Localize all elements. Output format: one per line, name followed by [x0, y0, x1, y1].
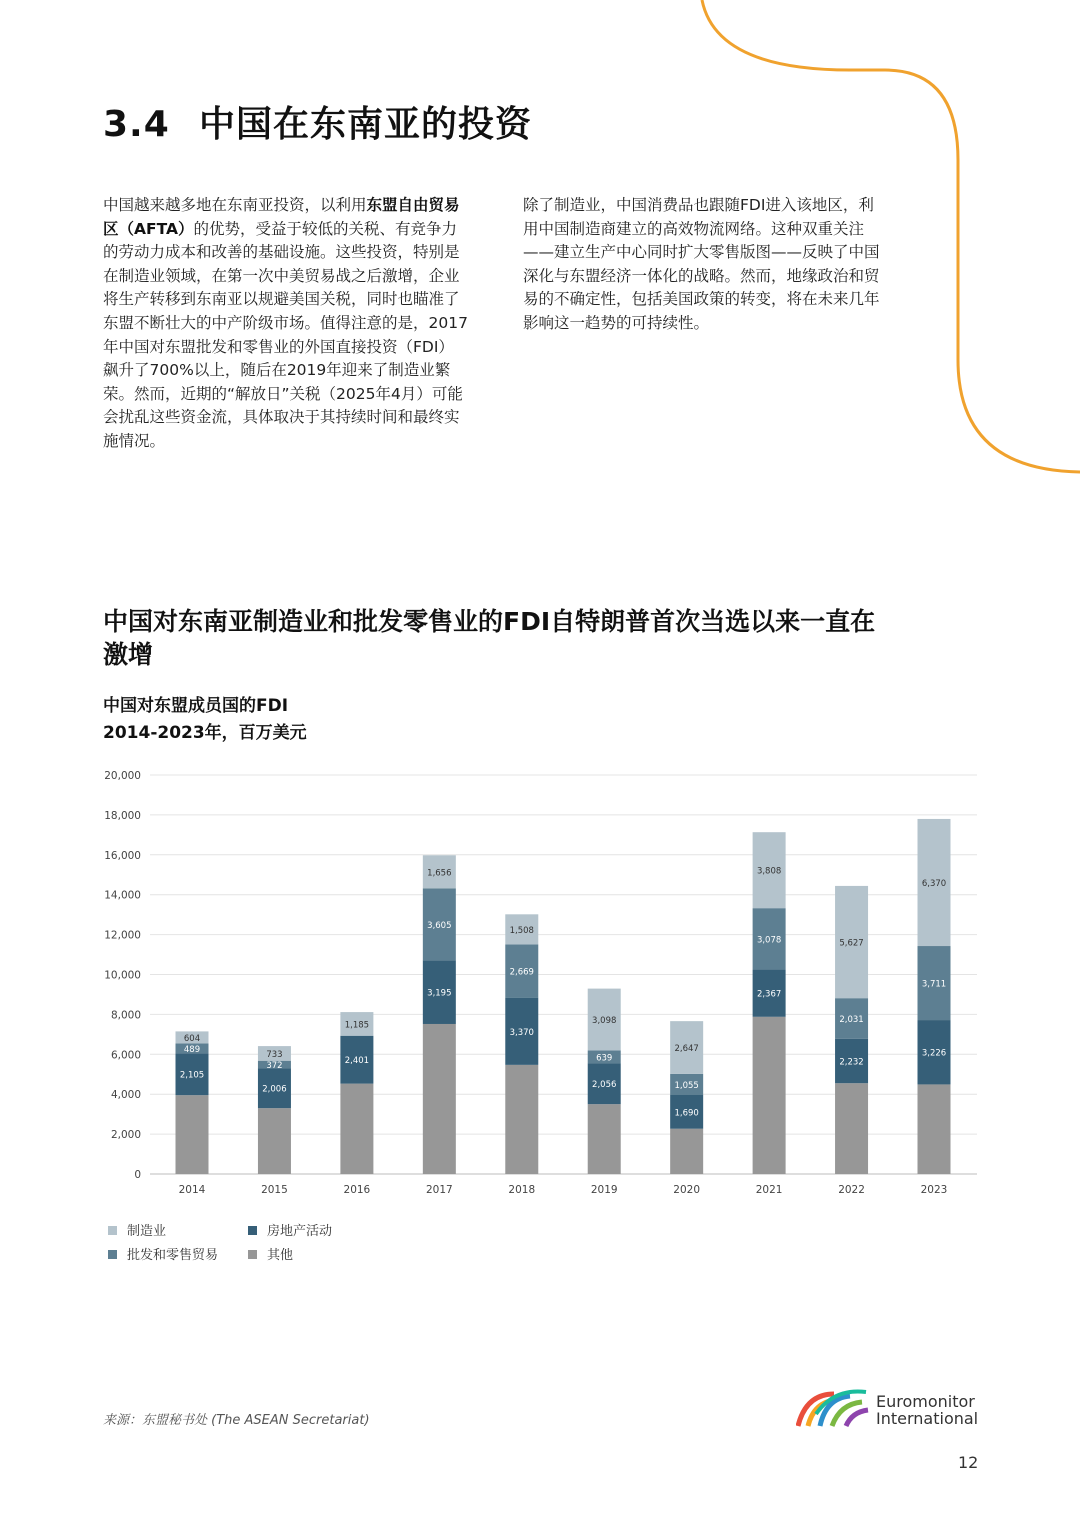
data-label: 2,056	[592, 1080, 617, 1091]
legend-item	[108, 1244, 218, 1263]
x-tick-label: 2022	[838, 1184, 865, 1196]
y-tick-label: 12,000	[104, 929, 141, 942]
data-label: 2,105	[179, 1070, 205, 1081]
bar-segment	[258, 1108, 291, 1174]
intro-right-paragraph: 除了制造业，中国消费品也跟随FDI进入该地区，利用中国制造商建立的高效物流网络。这种双重关注——建立生产中心同时扩大零售版图——反映了中国深化与东盟经济一体化的战略。然而，地缘政治和贸易的不确定性，包括美国政策的转变，将在未来几年影响这一趋势的可持续性。	[523, 196, 880, 332]
data-label: 3,098	[592, 1016, 617, 1027]
data-label: 3,195	[427, 988, 452, 999]
data-label: 3,078	[756, 935, 782, 946]
bar-segment	[835, 1083, 868, 1174]
legend-swatch	[108, 1250, 117, 1259]
y-tick-label: 6,000	[110, 1049, 141, 1062]
data-label: 1,055	[674, 1080, 699, 1091]
bar-segment	[340, 1084, 373, 1174]
data-label: 604	[183, 1033, 201, 1044]
x-tick-label: 2016	[343, 1184, 371, 1196]
data-label: 1,656	[427, 868, 452, 879]
source-note: 来源：东盟秘书处 (The ASEAN Secretariat)	[103, 1413, 370, 1428]
legend-swatch	[248, 1250, 257, 1259]
y-tick-label: 10,000	[104, 969, 141, 982]
data-label: 3,226	[921, 1048, 947, 1059]
data-label: 2,401	[344, 1056, 370, 1067]
data-label: 372	[266, 1060, 283, 1071]
y-tick-label: 4,000	[110, 1089, 141, 1102]
data-label: 1,690	[674, 1108, 699, 1119]
data-label: 3,370	[509, 1027, 534, 1038]
data-label: 639	[596, 1053, 613, 1064]
chart-subtitle-line2: 2014-2023年，百万美元	[103, 723, 307, 743]
bar-segment	[176, 1095, 209, 1174]
legend-label: 批发和零售贸易	[127, 1248, 219, 1263]
legend-item	[248, 1244, 293, 1263]
y-tick-label: 8,000	[110, 1009, 141, 1022]
legend-swatch	[108, 1226, 117, 1235]
x-tick-label: 2014	[178, 1184, 206, 1196]
bar-segment	[753, 1017, 786, 1174]
legend-item	[108, 1220, 166, 1239]
data-label: 5,627	[839, 938, 864, 949]
chart-subtitle-line1: 中国对东盟成员国的FDI	[103, 696, 289, 716]
legend-label: 房地产活动	[267, 1224, 333, 1239]
bar-segment	[505, 1065, 538, 1174]
fdi-stacked-bar-chart	[0, 760, 1080, 1210]
section-title-text: 中国在东南亚的投资	[199, 104, 533, 145]
legend-swatch	[248, 1226, 257, 1235]
page-number: 12	[958, 1453, 979, 1472]
legend-item	[248, 1220, 332, 1239]
chart-headline: 中国对东南亚制造业和批发零售业的FDI自特朗普首次当选以来一直在激增	[103, 607, 876, 669]
intro-left-pre: 中国越来越多地在东南亚投资，以利用	[103, 196, 367, 214]
data-label: 2,232	[839, 1057, 864, 1068]
y-tick-label: 14,000	[104, 889, 141, 902]
y-tick-label: 20,000	[104, 770, 141, 782]
chart-subtitle	[103, 693, 307, 747]
x-tick-label: 2020	[673, 1184, 701, 1196]
intro-left-bold: 东盟自由贸易区（AFTA）	[103, 196, 460, 238]
intro-left-post: 的优势，受益于较低的关税、有竞争力的劳动力成本和改善的基础设施。这些投资，特别是在制造业领域，在第一次中美贸易战之后激增，企业将生产转移到东南亚以规避美国关税，同时也瞄准了东盟不断壮大的中产阶级市场。值得注意的是，2017年中国对东盟批发和零售业的外国直接投资（FDI）飙升了700%以上，随后在2019年迎来了制造业繁荣。然而，近期的“解放日”关税（2025年4月）可能会扰乱这些资金流，具体取决于其持续时间和最终实施情况。	[103, 219, 468, 450]
x-tick-label: 2019	[590, 1184, 618, 1196]
x-tick-label: 2017	[425, 1184, 453, 1196]
y-tick-label: 18,000	[104, 809, 141, 822]
data-label: 2,647	[674, 1044, 699, 1055]
data-label: 489	[183, 1044, 201, 1055]
data-label: 733	[266, 1049, 283, 1060]
bar-segment	[423, 1024, 456, 1174]
legend-label: 其他	[267, 1248, 294, 1263]
bar-segment	[918, 1084, 951, 1174]
data-label: 2,031	[839, 1014, 864, 1025]
y-tick-label: 16,000	[104, 849, 141, 862]
data-label: 1,508	[509, 925, 534, 936]
section-number: 3.4	[103, 104, 170, 145]
section-title	[103, 96, 532, 147]
data-label: 6,370	[921, 878, 947, 889]
data-label: 3,711	[921, 979, 947, 990]
legend-label: 制造业	[127, 1224, 167, 1239]
data-label: 2,006	[262, 1084, 287, 1095]
x-tick-label: 2021	[755, 1184, 783, 1196]
logo-line1: Euromonitor	[876, 1392, 975, 1411]
bar-segment	[588, 1104, 621, 1174]
y-tick-label: 0	[134, 1169, 141, 1181]
euromonitor-logo-icon	[796, 1388, 870, 1428]
x-tick-label: 2018	[508, 1184, 536, 1196]
intro-left-paragraph	[103, 194, 468, 454]
bar-segment	[670, 1129, 703, 1174]
data-label: 2,669	[509, 967, 534, 978]
logo-line2: International	[876, 1409, 979, 1428]
x-tick-label: 2015	[261, 1184, 288, 1196]
data-label: 3,808	[756, 866, 782, 877]
data-label: 1,185	[344, 1020, 370, 1031]
x-tick-label: 2023	[920, 1184, 948, 1196]
y-tick-label: 2,000	[110, 1129, 141, 1142]
data-label: 3,605	[427, 920, 452, 931]
euromonitor-logo-text	[876, 1393, 978, 1427]
data-label: 2,367	[756, 989, 782, 1000]
